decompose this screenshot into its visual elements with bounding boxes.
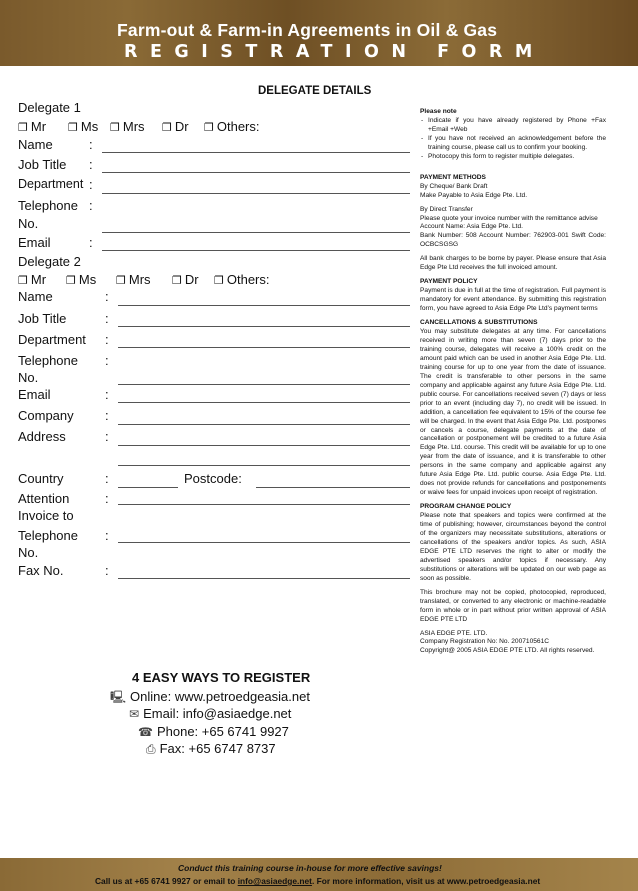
company-label: Company — [18, 408, 74, 423]
envelope-icon: ✉ — [129, 707, 140, 721]
colon: : — [105, 289, 109, 304]
telephone-field-1[interactable] — [102, 232, 410, 233]
title-option-others-2[interactable]: ❐ Others: — [214, 272, 270, 287]
name-field-2[interactable] — [118, 305, 410, 306]
department-field-1[interactable] — [102, 193, 410, 194]
name-field-1[interactable] — [102, 152, 410, 153]
payment-methods-heading: PAYMENT METHODS — [420, 173, 486, 181]
bank-number: Bank Number: 508 Account Number: 762903-001 Swift Code: OCBCSGSG — [420, 232, 606, 249]
note-item: - Indicate if you have already registered by Phone +Fax +Email +Web — [420, 117, 606, 135]
job-title-label-1: Job Title — [18, 157, 67, 172]
colon: : — [105, 311, 109, 326]
form-title: Farm-out & Farm-in Agreements in Oil & Gas — [117, 20, 498, 40]
copyright-text: Copyright@ 2005 ASIA EDGE PTE LTD. All rights reserved. — [420, 647, 595, 655]
attention-label: Attention — [18, 491, 70, 506]
address-field[interactable] — [118, 445, 410, 446]
form-subtitle: REGISTRATION FORM — [124, 42, 545, 62]
copyright-notice: This brochure may not be copied, photocopied, reproduced, translated, or converted to any electronic or machine-readable form in whole or in part without prior written approval of ASIA EDGE PTE LTD — [420, 588, 606, 623]
telephone-field-2[interactable] — [118, 384, 410, 385]
checkbox-icon[interactable]: ❐ — [116, 274, 126, 287]
title-option-others-1[interactable]: ❐ Others: — [204, 119, 260, 134]
checkbox-icon[interactable]: ❐ — [204, 121, 214, 134]
section-title: DELEGATE DETAILS — [258, 85, 372, 97]
note-list — [420, 117, 606, 162]
bank-charges: All bank charges to be borne by payer. Please ensure that Asia Edge Pte Ltd receives the full invoiced amount. — [420, 255, 606, 272]
department-label-2: Department — [18, 332, 86, 347]
cheque-detail: Make Payable to Asia Edge Pte. Ltd. — [420, 191, 528, 199]
cheque-label: By Cheque/ Bank Draft — [420, 182, 488, 190]
telephone-label-1b: No. — [18, 216, 39, 231]
program-change-heading: PROGRAM CHANGE POLICY — [420, 503, 512, 511]
payment-policy: Payment is due in full at the time of registration. Full payment is mandatory for event attendance. By submitting this registration form, you have agreed to Asia Edge Pte Ltd’s payment terms — [420, 287, 606, 313]
transfer-detail: Please quote your invoice number with the remittance advise — [420, 214, 598, 222]
checkbox-icon[interactable]: ❐ — [110, 121, 120, 134]
ways-title: 4 EASY WAYS TO REGISTER — [132, 670, 311, 685]
footer-email-link[interactable]: info@asiaedge.net — [237, 876, 312, 886]
email-label-1: Email — [18, 235, 51, 250]
colon: : — [89, 235, 93, 250]
colon: : — [105, 353, 109, 368]
title-option-mr-2[interactable]: ❐ Mr — [18, 272, 47, 287]
colon: : — [105, 332, 109, 347]
note-item: - Photocopy this form to register multiple delegates. — [420, 153, 606, 162]
online-row[interactable]: 🖳 Online: www.petroedgeasia.net — [110, 689, 310, 704]
footer-banner — [0, 858, 638, 891]
title-option-ms-2[interactable]: ❐ Ms — [66, 272, 97, 287]
colon: : — [89, 198, 93, 213]
title-option-mrs-2[interactable]: ❐ Mrs — [116, 272, 151, 287]
delegate1-heading: Delegate 1 — [18, 100, 81, 115]
title-option-mr-1[interactable]: ❐ Mr — [18, 119, 47, 134]
program-change-text: Please note that speakers and topics were confirmed at the time of publishing; however, circumstances beyond the control of the organizers may necessitate substitutions, alterations or cancellations of the speakers and/or topics. As such, ASIA EDGE PTE LTD reserves the right to alter or modify the advertised speakers and/or topics if necessary. Any substitutions or alterations will be updated on our web page as soon as possible. — [420, 512, 606, 582]
telephone-field-3[interactable] — [118, 542, 410, 543]
country-label: Country — [18, 471, 64, 486]
department-label-1: Department — [18, 177, 84, 191]
checkbox-icon[interactable]: ❐ — [172, 274, 182, 287]
telephone-icon: ☎ — [138, 725, 153, 739]
note-heading: Please note — [420, 108, 457, 115]
title-option-dr-2[interactable]: ❐ Dr — [172, 272, 199, 287]
telephone-label-1: Telephone — [18, 198, 78, 213]
postcode-label: Postcode: — [184, 471, 242, 486]
email-label-2: Email — [18, 387, 51, 402]
attention-field[interactable] — [118, 504, 410, 505]
company-name: ASIA EDGE PTE. LTD. — [420, 629, 488, 637]
transfer-label: By Direct Transfer — [420, 205, 473, 213]
job-title-field-1[interactable] — [102, 172, 410, 173]
colon: : — [105, 429, 109, 444]
colon: : — [105, 408, 109, 423]
telephone-label-2: Telephone — [18, 353, 78, 368]
note-item: - If you have not received an acknowledgement before the training course, please call us to confirm your booking. — [420, 135, 606, 153]
colon: : — [89, 137, 93, 152]
colon: : — [105, 528, 109, 543]
colon: : — [89, 157, 93, 172]
colon: : — [105, 491, 109, 506]
telephone-label-3b: No. — [18, 545, 39, 560]
telephone-label-3: Telephone — [18, 528, 78, 543]
registration-number: Company Registration No: No. 200710561C — [420, 638, 550, 646]
phone-row[interactable]: ☎ Phone: +65 6741 9927 — [138, 724, 289, 739]
email-field-2[interactable] — [118, 402, 410, 403]
name-label-2: Name — [18, 289, 53, 304]
colon: : — [105, 563, 109, 578]
fax-field[interactable] — [118, 578, 410, 579]
checkbox-icon[interactable]: ❐ — [18, 121, 28, 134]
address-field-2[interactable] — [118, 465, 410, 466]
telephone-label-2b: No. — [18, 370, 39, 385]
name-label-1: Name — [18, 137, 53, 152]
colon: : — [105, 471, 109, 486]
colon: : — [105, 387, 109, 402]
colon: : — [89, 177, 93, 192]
cancellations-text: You may substitute delegates at any time. For cancellations received in writing more than seven (7) days prior to the training course, delegates will receive a 100% credit on the amount paid which can be used in another Asia Edge Pte. Ltd. training course for up to one year from the date of issuance. The credit is transferable to other persons in the same company and applicable against any future Asia Edge Pte. Ltd. public course. For cancellations received seven (7) days or less prior to an event (including day 7), no credit will be issued. In addition, a cancellation fee equivalent to 15% of the course fee will be charged. In the event that Asia Edge Pte. Ltd. postpones or cancels a course, delegate payments at the date of cancellation or postponement will be credited to a future Asia Edge Pte. Ltd. course. This credit will be available for up to one year from the date of issuance, and it is transferable to other persons in the same company and applicable against any future Asia Edge Pte. Ltd. public course. Asia Edge Pte. Ltd. does not provide refunds for cancellations and postponements or waive fees for unpaid invoices upon receipt of registration. — [420, 328, 606, 497]
email-row[interactable]: ✉ Email: info@asiaedge.net — [129, 706, 292, 721]
account-name: Account Name: Asia Edge Pte. Ltd. — [420, 223, 523, 231]
fax-label: Fax No. — [18, 563, 64, 578]
checkbox-icon[interactable]: ❐ — [68, 121, 78, 134]
checkbox-icon[interactable]: ❐ — [162, 121, 172, 134]
job-title-field-2[interactable] — [118, 326, 410, 327]
job-title-label-2: Job Title — [18, 311, 67, 326]
title-option-mrs-1[interactable]: ❐ Mrs — [110, 119, 145, 134]
postcode-field[interactable] — [256, 487, 410, 488]
footer-tagline: Conduct this training course in-house for more effective savings! — [178, 863, 442, 873]
title-option-dr-1[interactable]: ❐ Dr — [162, 119, 189, 134]
attention-label-b: Invoice to — [18, 508, 74, 523]
terms-column — [420, 108, 606, 661]
footer-contact: Call us at +65 6741 9927 or email to info@asiaedge.net. For more information, visit us at www.petroedgeasia.net — [95, 876, 541, 886]
computer-icon: 🖳 — [110, 690, 127, 704]
fax-row[interactable]: ⎙ Fax: +65 6747 8737 — [146, 741, 276, 756]
company-field[interactable] — [118, 424, 410, 425]
header-banner — [0, 0, 638, 66]
checkbox-icon[interactable]: ❐ — [214, 274, 224, 287]
checkbox-icon[interactable]: ❐ — [66, 274, 76, 287]
country-field[interactable] — [118, 487, 178, 488]
delegate2-heading: Delegate 2 — [18, 254, 81, 269]
checkbox-icon[interactable]: ❐ — [18, 274, 28, 287]
fax-icon: ⎙ — [146, 742, 156, 756]
title-option-ms-1[interactable]: ❐ Ms — [68, 119, 99, 134]
department-field-2[interactable] — [118, 347, 410, 348]
cancellations-heading: CANCELLATIONS & SUBSTITUTIONS — [420, 319, 538, 327]
payment-policy-heading: PAYMENT POLICY — [420, 278, 478, 286]
address-label: Address — [18, 429, 66, 444]
email-field-1[interactable] — [102, 250, 410, 251]
